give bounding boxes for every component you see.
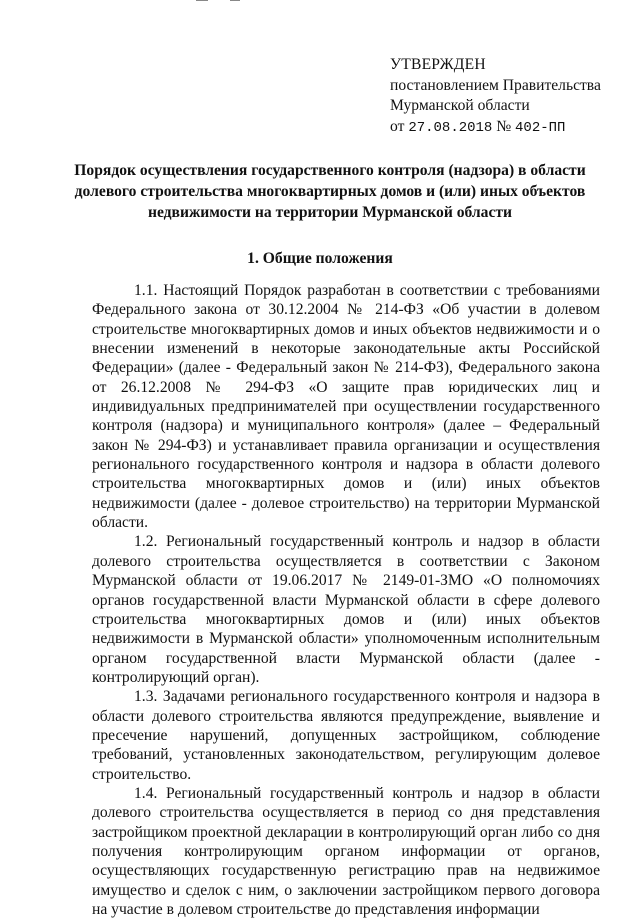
section-heading: 1. Общие положения — [247, 250, 393, 267]
document-title — [60, 160, 600, 223]
title-line: Порядок осуществления государственного контроля (надзора) в области — [74, 162, 586, 179]
paragraph: 1.4. Региональный государственный контроль и надзор в области долевого строительства осуществляется в период со дня представления застройщиком проектной декларации в контролирующий орган либо со дня получения контролирующим органом информации от органов, осуществляющих государственную регистрацию прав на недвижимое имущество и сделок с ним, о заключении застройщиком первого договора на участие в долевом строительстве до представления информации — [92, 784, 600, 918]
approval-date-line — [390, 117, 630, 139]
title-line: долевого строительства многоквартирных домов и (или) иных объектов — [74, 183, 586, 200]
top-scan-mark — [230, 0, 240, 1]
approval-line: постановлением Правительства — [390, 76, 601, 94]
paragraph: 1.3. Задачами регионального государственного контроля и надзора в области долевого строительства являются предупреждение, выявление и пресечение нарушений, допущенных застройщиком, соблюдение требований, установленных законодательством, регулирующим долевое строительство. — [92, 688, 600, 783]
approval-block — [390, 55, 630, 138]
document-body — [92, 281, 600, 919]
date-prefix: от — [390, 117, 405, 135]
paragraph: 1.1. Настоящий Порядок разработан в соответствии с требованиями Федерального закона от 30.12.2004 № 214-ФЗ «Об участии в долевом строительстве многоквартирных домов и иных объектов недвижимости и о внесении изменений в некоторые законодательные акты Российской Федерации» (далее - Федеральный закон № 214-ФЗ), Федерального закона от 26.12.2008 № 294-ФЗ «О защите прав юридических лиц и индивидуальных предпринимателей при осуществлении государственного контроля (надзора) и муниципального контроля» (далее – Федеральный закон № 294-ФЗ) и устанавливает правила организации и осуществления регионального государственного контроля и надзора в области долевого строительства многоквартирных домов и (или) иных объектов недвижимости (далее - долевое строительство) на территории Мурманской области. — [92, 282, 600, 532]
paragraph: 1.2. Региональный государственный контроль и надзор в области долевого строительства осуществляется в соответствии с Законом Мурманской области от 19.06.2017 № 2149-01-ЗМО «О полномочиях органов государственной власти Мурманской области в сфере долевого строительства многоквартирных домов и (или) иных объектов недвижимости в Мурманской области» уполномоченным исполнительным органом государственной власти Мурманской области (далее - контролирующий орган). — [92, 533, 600, 686]
approval-number: 402-ПП — [515, 119, 566, 136]
approval-heading: УТВЕРЖДЕН — [390, 56, 486, 73]
title-line: недвижимости на территории Мурманской области — [147, 204, 513, 221]
approval-date: 27.08.2018 — [408, 119, 493, 136]
top-scan-mark — [196, 0, 208, 1]
number-prefix: № — [496, 117, 512, 135]
approval-line: Мурманской области — [390, 97, 530, 114]
